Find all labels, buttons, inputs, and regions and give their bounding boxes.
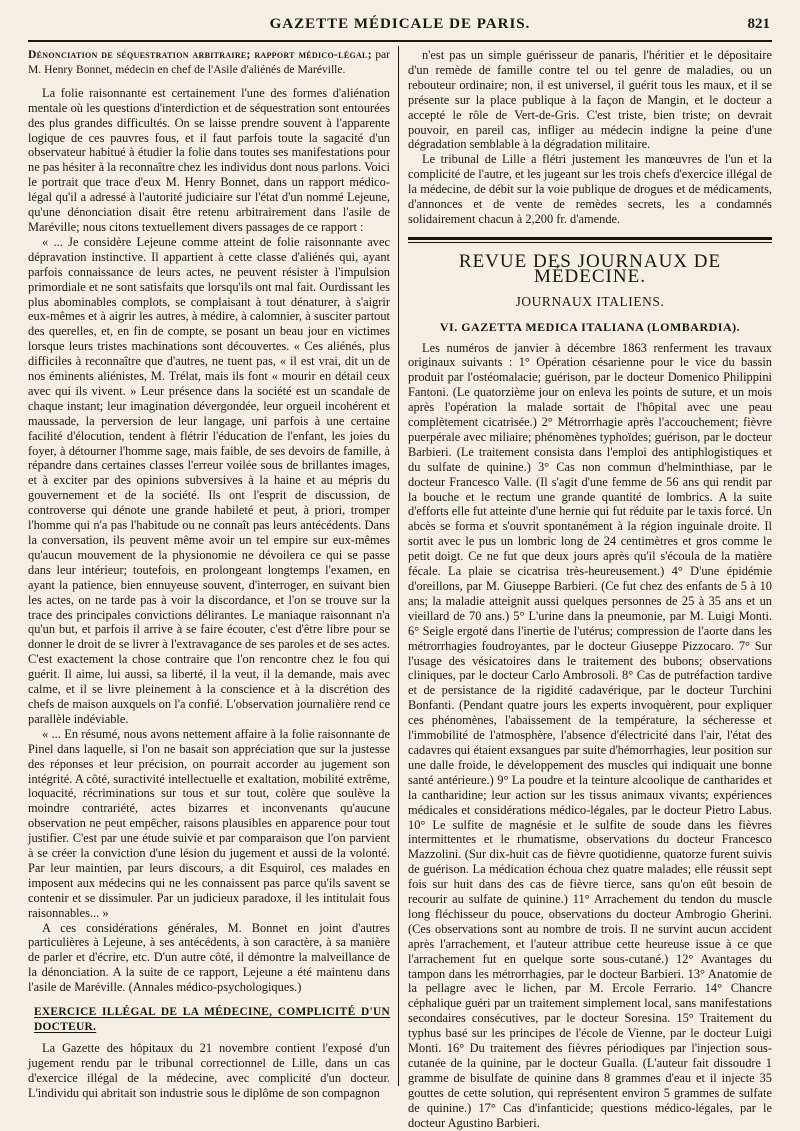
- right-column: [408, 48, 772, 1130]
- quotation: « ... En résumé, nous avons nettement affaire à la folie raisonnante de Pinel dans laquelle, si l'on ne basait son appréciation que sur la justesse des réponses et leur précision, on pourrait accorder au jugement son intégrité. A côté, suractivité intellectuelle et exaltation, mobilité extrême, loquacité, récriminations sur tous et sur tout, colère que soulève la moindre contrariété, actes bizarres et inconvenants qu'aucune observation ne peut empêcher, raisons plausibles en apparence pour tout justifier. C'est par une étude suivie et par comparaison que l'on parvient à se créer la conviction d'une lésion du jugement et aussi de la volonté. Par leur maintien, par leurs discours, a dit Esquirol, ces malades en imposent aux médecins qui ne les connaissent pas parce qu'ils savent se contenir et se dissimuler. Par un judicieux paradoxe, il les intitulait fous raisonnables... »: [28, 726, 390, 920]
- revue-title: REVUE DES JOURNAUX DE MÉDECINE.: [458, 250, 722, 287]
- journal-subtitle: VI. GAZETTA MEDICA ITALIANA (LOMBARDIA).: [439, 319, 741, 334]
- journal-title: GAZETTE MÉDICALE DE PARIS.: [269, 16, 531, 32]
- paragraph: La Gazette des hôpitaux du 21 novembre contient l'exposé d'un jugement rendu par le tribunal correctionnel de Lille, dans un cas d'exercice illégal de la médecine, avec complicité d'un docteur. L'individu qui abritait son industrie sous le diplôme de son compagnon: [28, 1040, 390, 1100]
- column-divider: [398, 46, 399, 1086]
- section-title: EXERCICE ILLÉGAL DE LA MÉDECINE, COMPLICITÉ D'UN DOCTEUR.: [34, 1006, 390, 1033]
- paragraph: n'est pas un simple guérisseur de panaris, l'héritier et le dépositaire d'un remède de famille contre tel ou tel genre de maladies, ou un rebouteur ordinaire; non, il est universel, il guérit tous les maux, et il se présente sur la place publique à la façon de Mangin, et le docteur a accepté le rôle de Vert-de-Gris. C'est triste, bien triste; on devrait pouvoir, en pareil cas, infliger au médecin indigne la peine d'une dégradation semblable à la dégradation militaire.: [408, 48, 772, 152]
- page-header: [28, 14, 772, 42]
- paragraph: Les numéros de janvier à décembre 1863 renferment les travaux originaux suivants : 1° Opération césarienne pour le vice du bassin produit par l'ostéomalacie; guérison, par le docteur Domenico Philippini Fantoni. (Le quatorzième jour on enleva les points de suture, et un mois après l'opération la malade sortait de l'hôpital avec une peau complètement cicatrisée.) 2° Métrorrhagie après l'accouchement; fièvre puerpérale avec miliaire; phénomènes typhoïdes; guérison, par le docteur Barbieri. (Le traitement consista dans l'emploi des antiphlogistiques et du sulfate de quinine.) 3° Cas non commun d'helminthiase, par le docteur Francesco Valle. (Il s'agit d'une femme de 56 ans qui rendit par la bouche et le rectum une grande quantité de lombrics. A la suite d'efforts elle fut atteinte d'une hernie qui fut réduite par le taxis forcé. Un abcès se forma et s'ouvrit spontanément à la région inguinale droite. Il sortit avec le pus un lombric long de 24 centimètres et gros comme le petit doigt. Ce ne fut que deux jours après qu'il s'écoula de la matière fécale. La plaie se cicatrisa très-heureusement.) 4° D'une épidémie d'oreillons, par M. Giuseppe Barbieri. (Ce fut chez des enfants de 5 à 10 ans; la maladie atteignit aussi quelques personnes de 25 à 35 ans et un vieillard de 70 ans.) 5° L'urine dans la pneumonie, par M. Luigi Monti. 6° Seigle ergoté dans l'inertie de l'utérus; compression de l'aorte dans les métrorrhagies foudroyantes, par le docteur Giuseppe Pizzocaro. 7° Sur l'usage des vésicatoires dans le traitement des bubons; observations cliniques, par le docteur Carlo Ambrosoli. 8° Cas de putréfaction tardive et de persistance de la rigidité cadavérique, par le docteur Turchini Bonfanti. (Pendant quatre jours les experts invoquèrent, pour expliquer ces phénomènes, l'abaissement de la température, la sécheresse et l'immobilité de l'atmosphère, l'absence d'électricité dans l'air, l'état des cadavres qui étaient exsangues par suite d'hémorrhagies, leur position sur une dalle froide, le développement des muscles qui indiquait une bonne santé antérieure.) 9° La poudre et la teinture alcoolique de cantharides et la cantharidine; leur action sur les tissus animaux vivants; expériences médicales et considérations médico-légales, par le docteur Pietro Labus. 10° Le sulfite de magnésie et le sulfite de soude dans les fièvres intermittentes et le rhumatisme, observations du docteur Francesco Mazzolini. (Sur dix-huit cas de fièvre quotidienne, quatorze furent suivis de guérison. La médication échoua chez quatre malades; elle réussit sept fois sur huit dans des cas de fièvre tierce, sans qu'on eût besoin de recourir au sulfate de quinine.) 11° Arrachement du tendon du muscle long fléchisseur du pouce, observations du docteur Ambrogio Gherini. (Ces observations sont au nombre de trois. Il ne survint aucun accident après l'arrachement, et l'auteur attribue cette heureuse issue à ce que l'arrachement fut en quelque sorte sous-cutané.) 12° Avantages du tampon dans les métrorrhagies, par le docteur Barbieri. 13° Anatomie de la pellagre avec le lichen, par M. Ercole Ferrario. 14° Chancre céphalique guéri par un traitement simplement local, sans manifestations secondaires consécutives, par le docteur Soresina. 15° Traitement du typhus basé sur les principes de l'école de Vienne, par le docteur Luigi Monti. 16° Du traitement des fièvres périodiques par l'injection sous-cutanée de la quinine, par le docteur Gualla. (L'auteur fait dissoudre 1 gramme de bisulfate de quinine dans 8 grammes d'eau et il injecte 35 gouttes de cette solution, qui représentent environ 5 grammes de sulfate de quinine.) 17° Cas d'infanticide; questions médico-légales, par le docteur Agustino Barbieri.: [408, 340, 772, 1130]
- section-rule: [408, 237, 772, 240]
- left-column: [28, 48, 390, 1100]
- article-byline: par M. Henry Bonnet, médecin en chef de l'Asile d'aliénés de Maréville.: [28, 48, 390, 76]
- page-number: 821: [747, 16, 770, 32]
- section-rule-thin: [408, 242, 772, 243]
- paragraph: A ces considérations générales, M. Bonnet en joint d'autres particulières à Lejeune, à ses antécédents, à son caractère, à sa manière de parler et d'écrire, etc. D'un autre côté, il démontre la malveillance de la dénonciation. A la suite de ce rapport, Lejeune a été maintenu dans l'asile de Maréville. (Annales médico-psychologiques.): [28, 920, 390, 995]
- paragraph: Le tribunal de Lille a flétri justement les manœuvres de l'un et la complicité de l'autre, et les jugeant sur les trois chefs d'exercice illégal de la médecine, de débit sur la voie publique de drogues et de médicaments, d'annonces et de vente de remèdes secrets, les a condamnés solidairement chacun à 2,200 fr. d'amende.: [408, 152, 772, 226]
- quotation: « ... Je considère Lejeune comme atteint de folie raisonnante avec dépravation instinctive. Il appartient à cette classe d'aliénés qui, ayant parfois connaissance de leurs actes, ne peuvent résister à l'impulsion primordiale et ne sont satisfaits que lorsqu'ils ont mal fait. Ourdissant les plus abominables complots, se complaisant à tout dénaturer, à s'aigrir eux-mêmes et à aigrir les autres, à médire, à calomnier, à susciter partout des querelles, et, en fin de compte, se posant un beau jour en victimes lorsque leurs tristes machinations sont découvertes. « Ces aliénés, plus difficiles à reconnaître que d'autres, ne tuent pas, « il est vrai, dit un de nos éminents aliénistes, M. Trélat, mais ils font « mourir en détail ceux avec qui ils vivent. » Leur présence dans la société est un scandale de chaque instant; leur imagination dévergondée, leur orgueil incohérent et maussade, la perversion de leur langage, uni parfois à une certaine facilité d'élocution, tendent à flétrir l'éducation de l'enfant, les joies du foyer, à détourner l'homme sage, mais faible, de ses devoirs de famille, à répandre dans certaines classes l'erreur voilée sous de brillantes images, et à exciter par des opinions subversives à la haine et au mépris du gouvernement et de la société. Ils ont l'esprit de discussion, de controverse qui dénote une grande habileté et peut, à priori, tromper l'homme qui n'a pas l'habitude ou ne connaît pas leurs antécédents. Dans la conversation, ils peuvent même avoir un tel empire sur eux-mêmes qu'aucun mouvement de la physionomie ne dévoilera ce qui se passe dans leur intérieur; toutefois, en prolongeant longtemps l'examen, en ayant la patience, bien ennuyeuse souvent, d'interroger, en suivant bien les actes, on ne tarde pas à voir la discordance, et l'on se trouve sur la trace des principales convictions délirantes. Le maniaque raisonnant n'a qu'un but, et parfois il arrive à se faire écouter, c'est d'être libre pour se donner le droit de se livrer à l'extravagance de ses paroles et de ses actes. C'est exactement la chose contraire que l'on rencontre chez le fou qui guérit. Il aime, lui aussi, sa liberté, il la veut, il la demande, mais avec calme, et il se livre pleinement à la conscience et à la discrétion des chefs de maison auxquels on l'a confié. L'observation journalière rend ce parallèle indéviable.: [28, 234, 390, 726]
- paragraph: La folie raisonnante est certainement l'une des formes d'aliénation mentale où les questions d'interdiction et de séquestration sont entourées des plus grandes difficultés. On se laisse prendre souvent à l'apparente logique de ces pauvres fous, et il faut parfois toute la sagacité d'un observateur habitué à étudier la folie dans toutes ses manifestations pour ne pas hésiter à la reconnaître chez les individus dont nous parlons. Voici le portrait que trace d'eux M. Henry Bonnet, dans un rapport médico-légal qu'il a adressé à l'autorité judiciaire sur l'état d'un nommé Lejeune, qu'une dénonciation disait être retenu arbitrairement dans l'asile de Maréville; nous citons textuellement divers passages de ce rapport :: [28, 85, 390, 234]
- article-heading: Dénonciation de séquestration arbitraire; rapport médico-légal;: [28, 48, 372, 61]
- article-title: [28, 48, 390, 78]
- subsection-title: JOURNAUX ITALIENS.: [515, 293, 665, 309]
